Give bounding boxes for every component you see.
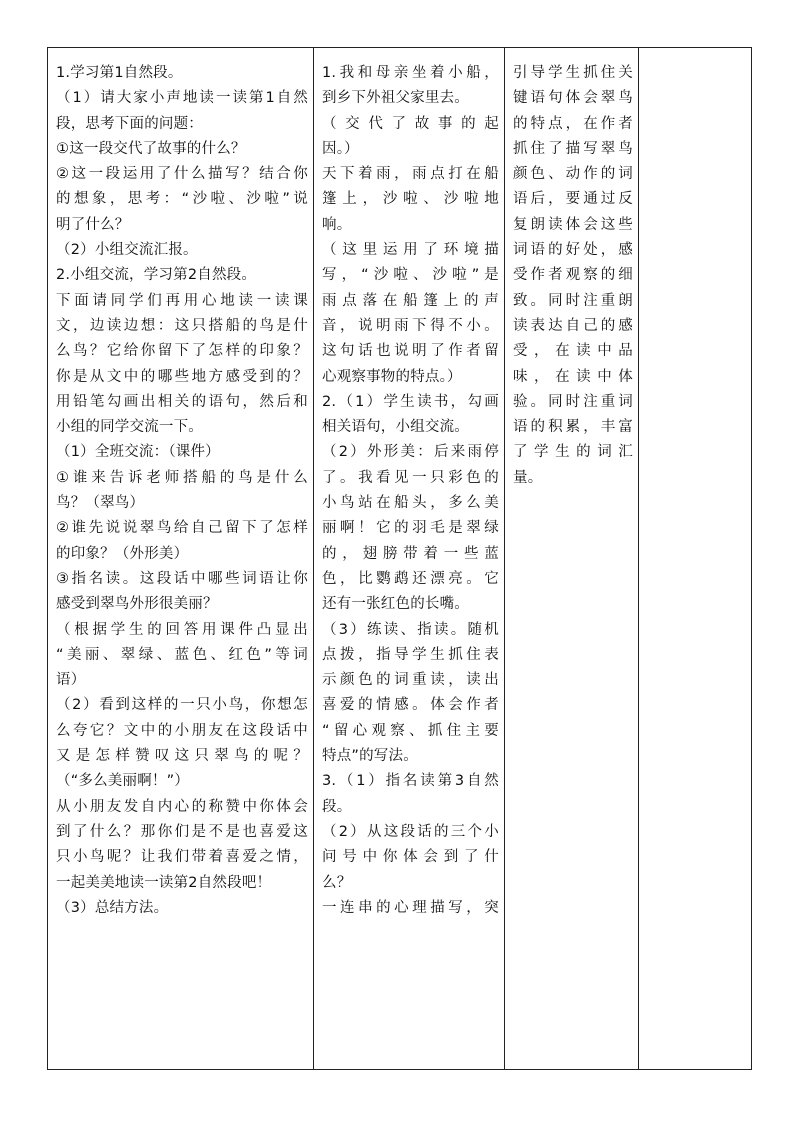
- text-line: 丽啊！它的羽毛是翠绿: [322, 520, 499, 537]
- text-line: 读表达自己的感: [513, 317, 633, 334]
- text-line: 到了什么？那你们是不是也喜爱这: [56, 823, 308, 840]
- teaching-process-text: [48, 48, 313, 921]
- text-line: 只小鸟呢？让我们带着喜爱之情，: [56, 849, 308, 866]
- text-line: 的特点，在作者: [513, 115, 633, 132]
- text-line: 响。: [322, 216, 352, 233]
- text-line: 色，比鹦鹉还漂亮。它: [322, 570, 499, 587]
- lesson-plan-table: [47, 47, 752, 1070]
- text-line: （“多么美丽啊！”）: [56, 773, 190, 790]
- text-line: 因。）: [322, 140, 359, 157]
- text-line: 篷上，沙啦、沙啦地: [322, 191, 499, 208]
- text-line: （2）小组交流汇报。: [56, 242, 198, 259]
- notes-cell: [639, 48, 751, 1069]
- text-line: （3）练读、指读。随机: [322, 621, 499, 638]
- text-line: 喜爱的情感。体会作者: [322, 697, 499, 714]
- text-line: 致。同时注重朗: [513, 292, 633, 309]
- text-line: 量。: [513, 469, 543, 486]
- text-line: 又是怎样赞叹这只翠鸟的呢？: [56, 748, 308, 765]
- text-line: 下面请同学们再用心地读一读课: [56, 292, 308, 309]
- text-line: 语后，要通过反: [513, 191, 633, 208]
- student-activity-text: [314, 48, 504, 921]
- text-line: 特点”的写法。: [322, 748, 418, 765]
- text-line: （3）总结方法。: [56, 899, 169, 916]
- teaching-process-cell: [48, 48, 314, 1069]
- text-line: 1.我和母亲坐着小船，: [322, 65, 499, 81]
- text-line: 语的积累，丰富: [513, 419, 633, 436]
- text-line: （根据学生的回答用课件凸显出: [56, 621, 308, 638]
- text-line: 复朗读体会这些: [513, 216, 633, 233]
- text-line: “留心观察、抓住主要: [322, 722, 499, 739]
- text-line: 么鸟？它给你留下了怎样的印象？: [56, 343, 308, 360]
- text-line: 段。: [322, 798, 352, 815]
- text-line: “美丽、翠绿、蓝色、红色”等词: [56, 646, 308, 663]
- text-line: （交代了故事的起: [322, 115, 499, 132]
- text-line: ③指名读。这段话中哪些词语让你: [56, 570, 308, 587]
- text-line: （2）从这段话的三个小: [322, 823, 499, 840]
- text-line: 词语的好处，感: [513, 242, 633, 259]
- text-line: （1）请大家小声地读一读第1自然: [56, 90, 308, 107]
- text-line: （1）全班交流：（课件）: [56, 444, 220, 461]
- text-line: ①谁来告诉老师搭船的鸟是什么: [56, 469, 308, 486]
- text-line: 感受到翠鸟外形很美丽？: [56, 596, 218, 613]
- student-activity-cell: [314, 48, 505, 1069]
- text-line: 到乡下外祖父家里去。: [322, 90, 469, 107]
- text-line: 2.（1）学生读书，勾画: [322, 393, 499, 410]
- text-line: 语）: [56, 672, 86, 689]
- text-line: 点拨，指导学生抓住表: [322, 646, 499, 663]
- text-line: 了学生的词汇: [513, 444, 633, 461]
- text-line: 鸟？（翠鸟）: [56, 495, 145, 512]
- text-line: 3.（1）指名读第3自然: [322, 773, 499, 790]
- text-line: 1.学习第1自然段。: [56, 65, 183, 81]
- text-line: 你是从文中的哪些地方感受到的？: [56, 368, 308, 385]
- text-line: 雨点落在船篷上的声: [322, 292, 499, 309]
- text-line: 还有一张红色的长嘴。: [322, 596, 469, 613]
- text-line: （这里运用了环境描: [322, 242, 499, 259]
- text-line: 一连串的心理描写，突: [322, 899, 499, 916]
- text-line: 小鸟站在船头，多么美: [322, 495, 499, 512]
- text-line: 这句话也说明了作者留: [322, 343, 499, 360]
- text-line: 味，在读中体: [513, 368, 633, 385]
- text-line: ①这一段交代了故事的什么？: [56, 140, 246, 157]
- text-line: 问号中你体会到了什: [322, 849, 499, 866]
- text-line: 么？: [322, 874, 352, 891]
- text-line: ②谁先说说翠鸟给自己留下了怎样: [56, 520, 308, 537]
- text-line: 写，“沙啦、沙啦”是: [322, 267, 499, 284]
- text-line: 的想象，思考：“沙啦、沙啦”说: [56, 191, 308, 208]
- text-line: 用铅笔勾画出相关的语句，然后和: [56, 393, 308, 410]
- text-line: （2）外形美：后来雨停: [322, 444, 499, 461]
- text-line: 么夸它？文中的小朋友在这段话中: [56, 722, 308, 739]
- text-line: 从小朋友发自内心的称赞中你体会: [56, 798, 308, 815]
- text-line: ②这一段运用了什么描写？结合你: [56, 166, 308, 183]
- text-line: 相关语句，小组交流。: [322, 419, 469, 436]
- text-line: 一起美美地读一读第2自然段吧！: [56, 874, 272, 891]
- text-line: 2.小组交流，学习第2自然段。: [56, 267, 257, 284]
- design-intent-cell: [505, 48, 639, 1069]
- text-line: 示颜色的词重读，读出: [322, 672, 499, 689]
- text-line: 颜色、动作的词: [513, 166, 633, 183]
- text-line: 的印象？（外形美）: [56, 545, 189, 562]
- text-line: 的，翅膀带着一些蓝: [322, 545, 499, 562]
- text-line: 段，思考下面的问题：: [56, 115, 203, 132]
- text-line: 引导学生抓住关: [513, 65, 633, 81]
- text-line: （2）看到这样的一只小鸟，你想怎: [56, 697, 308, 714]
- text-line: 受作者观察的细: [513, 267, 633, 284]
- text-line: 文，边读边想：这只搭船的鸟是什: [56, 317, 308, 334]
- notes-text: [639, 48, 751, 61]
- text-line: 心观察事物的特点。）: [322, 368, 462, 385]
- text-line: 音，说明雨下得不小。: [322, 317, 499, 334]
- text-line: 受，在读中品: [513, 343, 633, 360]
- text-line: 小组的同学交流一下。: [56, 419, 203, 436]
- text-line: 键语句体会翠鸟: [513, 90, 633, 107]
- design-intent-text: [505, 48, 638, 491]
- text-line: 验。同时注重词: [513, 393, 633, 410]
- text-line: 抓住了描写翠鸟: [513, 140, 633, 157]
- text-line: 天下着雨，雨点打在船: [322, 166, 499, 183]
- text-line: 明了什么？: [56, 216, 130, 233]
- text-line: 了。我看见一只彩色的: [322, 469, 499, 486]
